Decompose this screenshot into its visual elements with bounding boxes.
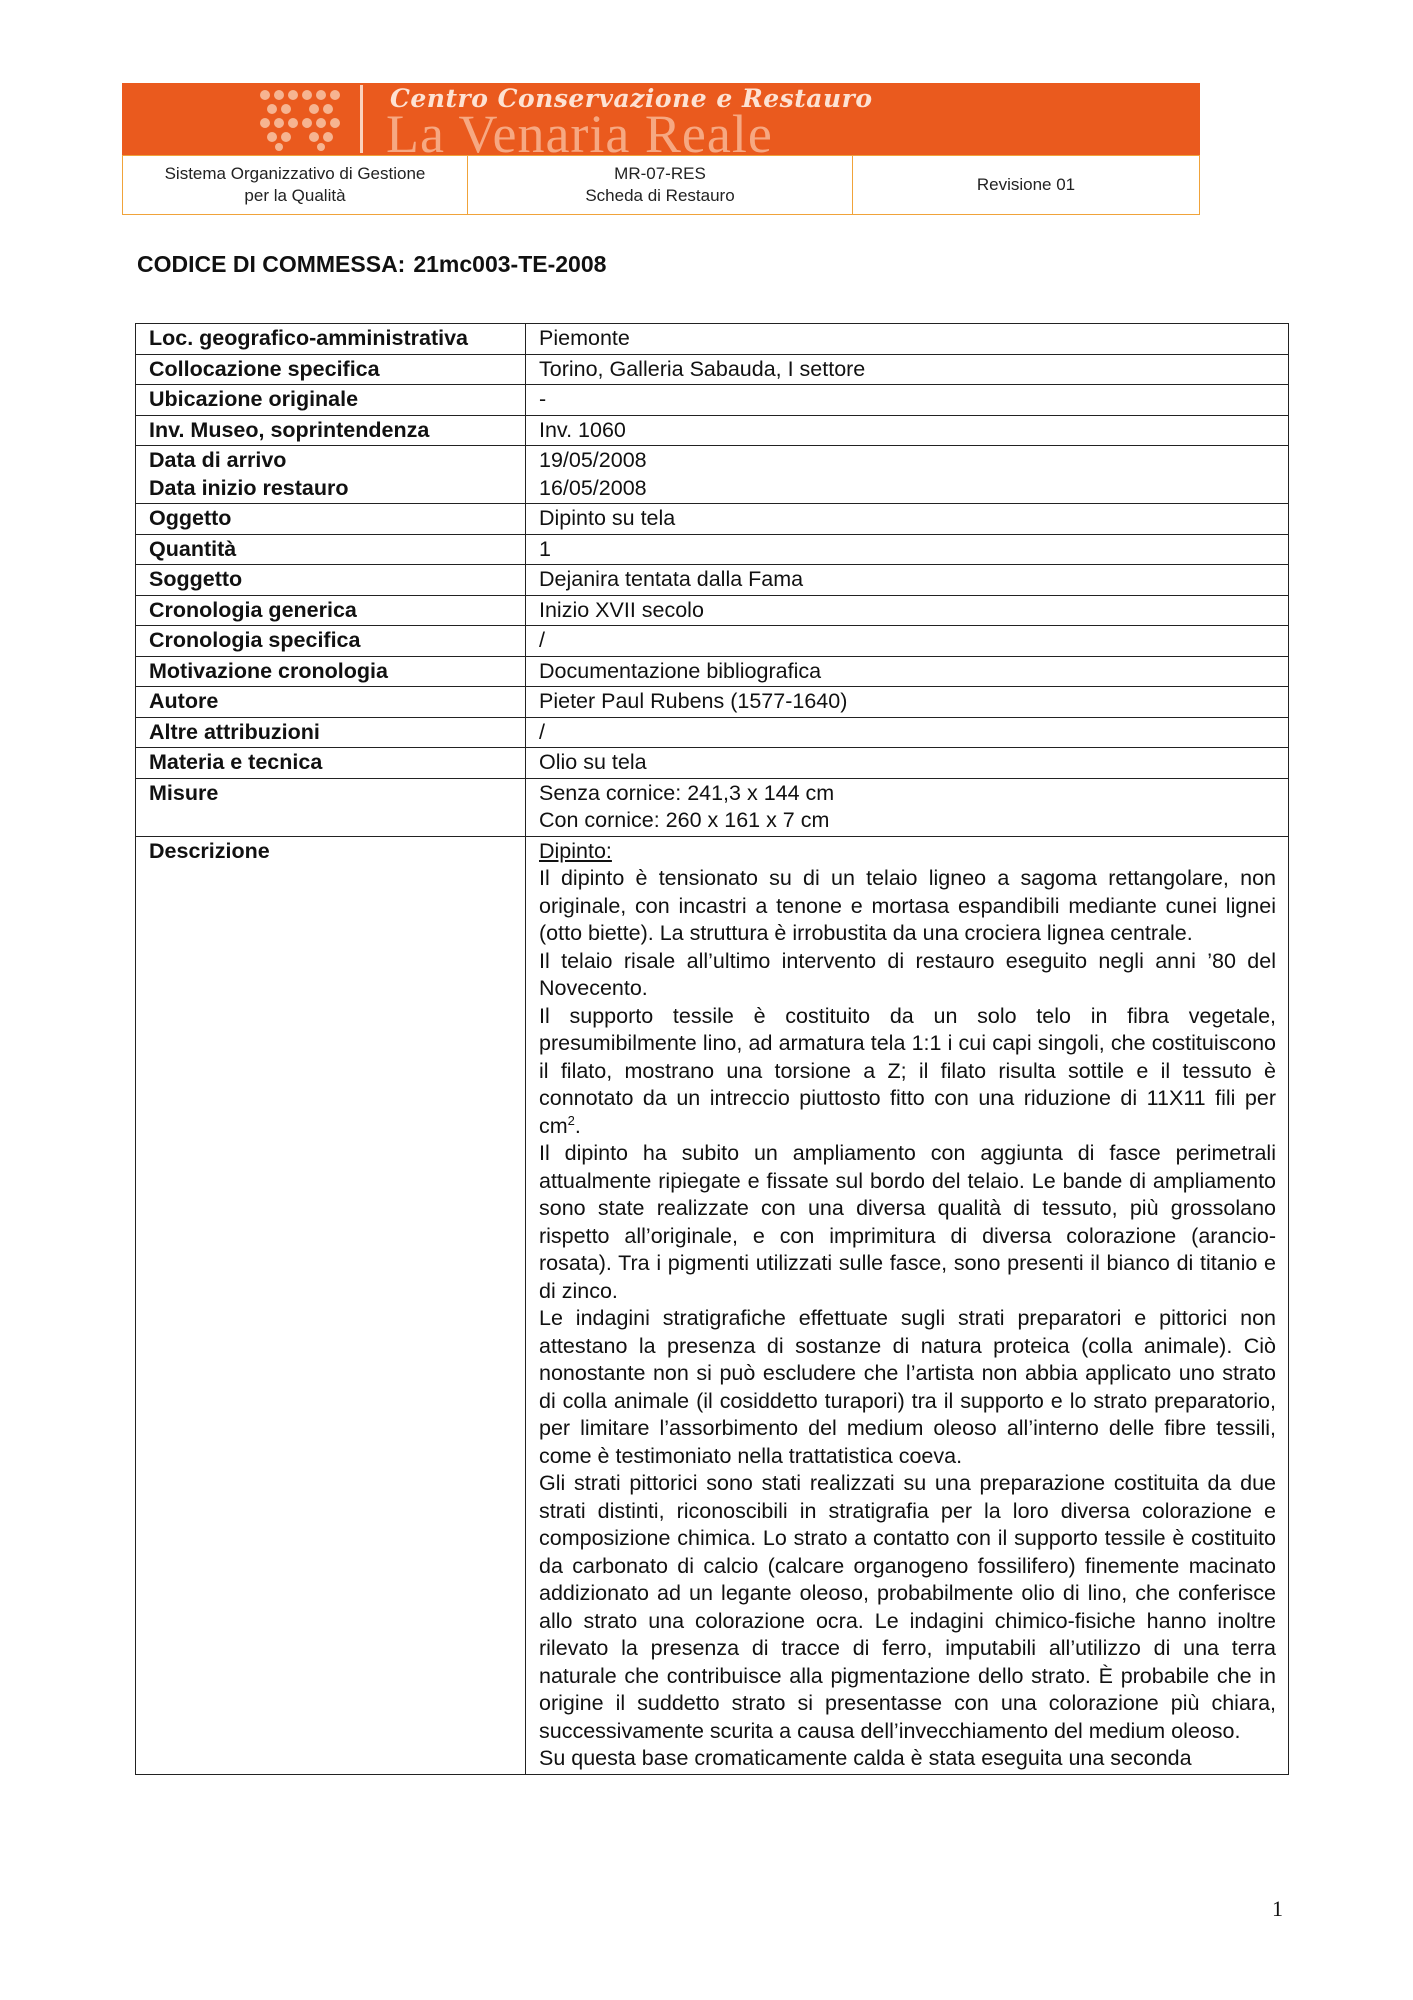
field-value xyxy=(526,687,1289,718)
field-value xyxy=(526,415,1289,446)
field-value-text: Torino, Galleria Sabauda, I settore xyxy=(539,356,866,381)
header-info-table xyxy=(122,155,1200,215)
field-value xyxy=(526,446,1289,504)
field-label-text: Motivazione cronologia xyxy=(149,658,388,683)
revision-cell xyxy=(853,156,1199,214)
field-label xyxy=(136,687,526,718)
table-row xyxy=(136,354,1289,385)
field-value-text: 1 xyxy=(539,536,551,561)
description-paragraph: Il dipinto è tensionato su di un telaio ligneo a sagoma rettangolare, non originale, con incastri a tenone e mortasa espandibili mediante cunei lignei (otto biette). La struttura è irrobustita da una crociera lignea centrale. xyxy=(539,866,1276,945)
field-label: Descrizione xyxy=(136,836,526,1774)
table-row xyxy=(136,324,1289,355)
field-value-text: Documentazione bibliografica xyxy=(539,658,822,683)
table-row xyxy=(136,687,1289,718)
field-value xyxy=(526,778,1289,836)
form-code: MR-07-RES xyxy=(614,164,706,183)
table-row xyxy=(136,656,1289,687)
description-text xyxy=(526,836,1289,1774)
field-label xyxy=(136,415,526,446)
field-value-text: Senza cornice: 241,3 x 144 cm xyxy=(539,780,835,805)
form-name: Scheda di Restauro xyxy=(585,186,735,205)
field-value xyxy=(526,504,1289,535)
field-value-text: Con cornice: 260 x 161 x 7 cm xyxy=(539,808,830,832)
page-number: 1 xyxy=(1272,1896,1283,1921)
field-value xyxy=(526,324,1289,355)
table-row xyxy=(136,565,1289,596)
table-row xyxy=(136,595,1289,626)
description-paragraph: Su questa base cromaticamente calda è stata eseguita una seconda xyxy=(539,1746,1192,1770)
field-value xyxy=(526,595,1289,626)
field-value xyxy=(526,565,1289,596)
commission-code xyxy=(137,251,606,278)
table-row xyxy=(136,534,1289,565)
field-label xyxy=(136,717,526,748)
field-label xyxy=(136,385,526,416)
table-row xyxy=(136,748,1289,779)
document-header xyxy=(122,83,1200,215)
revision-label: Revisione 01 xyxy=(976,175,1076,194)
field-value xyxy=(526,748,1289,779)
field-label xyxy=(136,656,526,687)
field-value-text: Olio su tela xyxy=(539,750,647,774)
field-label xyxy=(136,565,526,596)
table-row xyxy=(136,626,1289,657)
field-value-text: Piemonte xyxy=(539,326,630,350)
quality-system-cell xyxy=(123,156,468,214)
field-label-text: Loc. geografico-amministrativa xyxy=(149,326,468,350)
description-paragraph xyxy=(539,1003,1276,1141)
commission-code-value: 21mc003-TE-2008 xyxy=(413,251,607,277)
field-label-text: Ubicazione originale xyxy=(149,387,359,411)
description-text-span: Il supporto tessile è costituito da un solo telo in fibra vegetale, presumibilmente lino, ad armatura tela 1:1 i cui capi singoli, che costituiscono il filato, mostrano una torsione a Z; il filato risulta sottile e il tessuto è connotato da un intreccio piuttosto fitto con una riduzione di 11X11 fili per cm xyxy=(539,1003,1276,1138)
commission-code-label: CODICE DI COMMESSA: xyxy=(137,251,406,277)
field-label xyxy=(136,534,526,565)
form-code-cell xyxy=(468,156,853,214)
field-label xyxy=(136,354,526,385)
field-label-text: Quantità xyxy=(149,536,237,561)
field-label-text: Altre attribuzioni xyxy=(149,719,320,744)
field-label xyxy=(136,626,526,657)
quality-system-line2: per la Qualità xyxy=(244,186,346,205)
field-label-text: Soggetto xyxy=(149,567,243,591)
field-value-text: Dipinto su tela xyxy=(539,506,676,530)
field-label-text: Inv. Museo, soprintendenza xyxy=(149,417,430,442)
field-value xyxy=(526,656,1289,687)
field-value xyxy=(526,534,1289,565)
field-value-text: Inv. 1060 xyxy=(539,417,626,442)
table-row xyxy=(136,504,1289,535)
institution-banner xyxy=(122,83,1200,155)
banner-subtitle: La Venaria Reale xyxy=(386,104,773,155)
field-label-text: Cronologia generica xyxy=(149,597,357,622)
field-label xyxy=(136,504,526,535)
field-value-text: 16/05/2008 xyxy=(539,475,647,500)
field-label-text: Autore xyxy=(149,689,219,713)
field-value-text: / xyxy=(539,719,545,744)
banner-divider xyxy=(360,85,363,153)
field-value xyxy=(526,717,1289,748)
field-value xyxy=(526,626,1289,657)
description-paragraph: Le indagini stratigrafiche effettuate sugli strati preparatori e pittorici non attestano la presenza di sostanze di natura proteica (colla animale). Ciò nonostante non si può escludere che l’artista non abbia applicato uno strato di colla animale (il cosiddetto turapori) tra il supporto e lo strato preparatorio, per limitare l’assorbimento del medium oleoso all’interno delle fibre tessili, come è testimoniato nella trattatistica coeva. xyxy=(539,1306,1276,1468)
logo-dots-icon xyxy=(257,87,343,151)
field-label xyxy=(136,446,526,504)
field-value xyxy=(526,385,1289,416)
table-row xyxy=(136,446,1289,504)
superscript: 2 xyxy=(567,1112,575,1128)
table-row xyxy=(136,415,1289,446)
restoration-record-table xyxy=(135,323,1289,1775)
field-value-text: - xyxy=(539,387,547,411)
table-row xyxy=(136,778,1289,836)
table-row-descrizione xyxy=(136,836,1289,1774)
field-label-text: Misure xyxy=(149,780,219,805)
description-text-span: . xyxy=(574,1113,581,1138)
field-label-text: Oggetto xyxy=(149,506,232,530)
field-label-text: Collocazione specifica xyxy=(149,356,380,381)
field-label xyxy=(136,324,526,355)
field-value-text: Pieter Paul Rubens (1577-1640) xyxy=(539,689,848,713)
field-label-text: Data di arrivo xyxy=(149,448,287,472)
field-label xyxy=(136,778,526,836)
field-value xyxy=(526,354,1289,385)
field-label-text: Data inizio restauro xyxy=(149,475,349,500)
field-label-text: Materia e tecnica xyxy=(149,750,323,774)
field-value-text: Dejanira tentata dalla Fama xyxy=(539,567,804,591)
description-paragraph: Il dipinto ha subito un ampliamento con aggiunta di fasce perimetrali attualmente ripiegate e fissate sul bordo del telaio. Le bande di ampliamento sono state realizzate con una diversa qualità di tessuto, più grossolano rispetto all’originale, e con imprimitura di diversa colorazione (arancio-rosata). Tra i pigmenti utilizzati sulle fasce, sono presenti il bianco di titanio e di zinco. xyxy=(539,1141,1276,1303)
field-value-text: / xyxy=(539,628,545,652)
field-label-text: Cronologia specifica xyxy=(149,628,361,652)
description-paragraph: Gli strati pittorici sono stati realizzati su una preparazione costituita da due strati distinti, riconoscibili in stratigrafia per la loro diversa colorazione e composizione chimica. Lo strato a contatto con il supporto tessile è costituito da carbonato di calcio (calcare organogeno fossilifero) finemente macinato addizionato ad un legante oleoso, probabilmente olio di lino, che conferisce allo strato una colorazione ocra. Le indagini chimico-fisiche hanno inoltre rilevato la presenza di tracce di ferro, imputabili all’utilizzo di una terra naturale che contribuisce alla pigmentazione dello strato. È probabile che in origine il suddetto strato si presentasse con una colorazione più chiara, successivamente scurita a causa dell’invecchiamento del medium oleoso. xyxy=(539,1471,1276,1743)
field-value-text: Inizio XVII secolo xyxy=(539,597,704,622)
quality-system-line1: Sistema Organizzativo di Gestione xyxy=(164,164,426,183)
table-row xyxy=(136,385,1289,416)
banner-title: Centro Conservazione e Restauro xyxy=(390,84,873,113)
table-row xyxy=(136,717,1289,748)
field-value-text: 19/05/2008 xyxy=(539,448,647,472)
field-label xyxy=(136,748,526,779)
description-paragraph: Il telaio risale all’ultimo intervento di restauro eseguito negli anni ’80 del Novecento. xyxy=(539,948,1276,1000)
description-heading: Dipinto: xyxy=(539,838,612,863)
field-label xyxy=(136,595,526,626)
